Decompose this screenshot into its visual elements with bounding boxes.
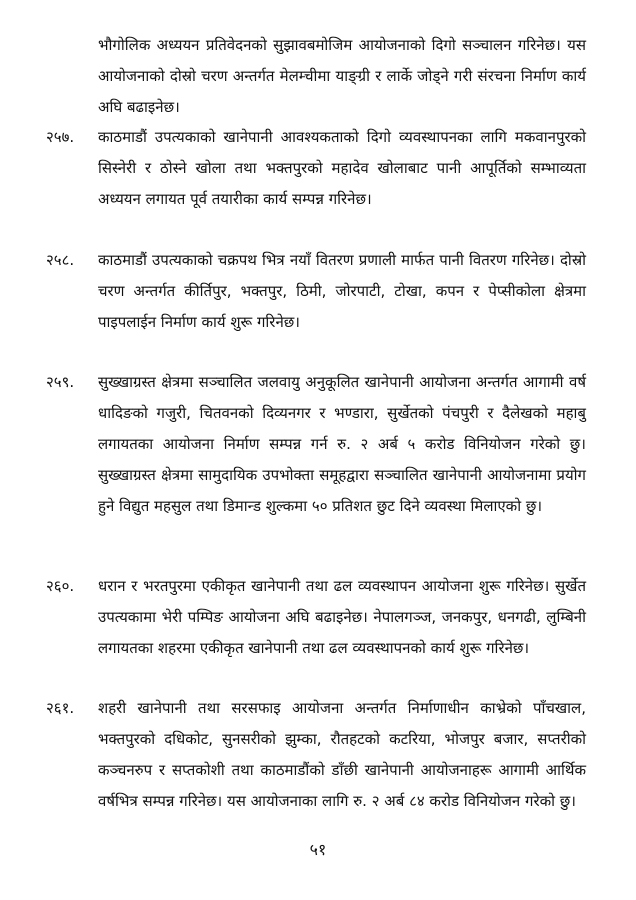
paragraph-257	[46, 122, 586, 215]
paragraph-258	[46, 245, 586, 338]
paragraph-number: २५७.	[46, 128, 75, 146]
paragraph-259	[46, 367, 586, 522]
paragraph-text: धरान र भरतपुरमा एकीकृत खानेपानी तथा ढल व्यवस्थापन आयोजना शुरू गरिनेछ। सुर्खेत उपत्यकामा भेरी पम्पिङ आयोजना अघि बढाइनेछ। नेपालगञ्ज, जनकपुर, धनगढी, लुम्बिनी लगायतका शहरमा एकीकृत खानेपानी तथा ढल व्यवस्थापनको कार्य शुरू गरिनेछ।	[98, 577, 586, 657]
page-number: ५१	[309, 840, 327, 859]
paragraph-number: २६०.	[46, 577, 75, 595]
paragraph-text: सुख्खाग्रस्त क्षेत्रमा सञ्चालित जलवायु अनुकूलित खानेपानी आयोजना अन्तर्गत आगामी वर्ष धादिङको गजुरी, चितवनको दिव्यनगर र भण्डारा, सुर्खेतको पंचपुरी र दैलेखको महाबु लगायतका आयोजना निर्माण सम्पन्न गर्न रु. २ अर्ब ५ करोड विनियोजन गरेको छु। सुख्खाग्रस्त क्षेत्रमा सामुदायिक उपभोक्ता समूहद्वारा सञ्चालित खानेपानी आयोजनामा प्रयोग हुने विद्युत महसुल तथा डिमान्ड शुल्कमा ५० प्रतिशत छुट दिने व्यवस्था मिलाएको छु।	[98, 373, 586, 515]
paragraph-261	[46, 693, 586, 817]
paragraph-number: २६१.	[46, 699, 75, 717]
intro-paragraph: भौगोलिक अध्ययन प्रतिवेदनको सुझावबमोजिम आयोजनाको दिगो सञ्चालन गरिनेछ। यस आयोजनाको दोस्रो चरण अन्तर्गत मेलम्चीमा याङ्ग्री र लार्के जोड्ने गरी संरचना निर्माण कार्य अघि बढाइनेछ।	[98, 36, 586, 116]
paragraph-260	[46, 571, 586, 664]
paragraph-text: शहरी खानेपानी तथा सरसफाइ आयोजना अन्तर्गत निर्माणाधीन काभ्रेको पाँचखाल, भक्तपुरको दधिकोट, सुनसरीको झुम्का, रौतहटको कटरिया, भोजपुर बजार, सप्तरीको कञ्चनरुप र सप्तकोशी तथा काठमाडौंको डाँछी खानेपानी आयोजनाहरू आगामी आर्थिक वर्षभित्र सम्पन्न गरिनेछ। यस आयोजनाका लागि रु. २ अर्ब ८४ करोड विनियोजन गरेको छु।	[98, 699, 586, 810]
paragraph-text: काठमाडौं उपत्यकाको चक्रपथ भित्र नयाँ वितरण प्रणाली मार्फत पानी वितरण गरिनेछ। दोस्रो चरण अन्तर्गत कीर्तिपुर, भक्तपुर, ठिमी, जोरपाटी, टोखा, कपन र पेप्सीकोला क्षेत्रमा पाइपलाईन निर्माण कार्य शुरू गरिनेछ।	[98, 251, 586, 331]
paragraph-number: २५९.	[46, 373, 75, 391]
paragraph-text: काठमाडौं उपत्यकाको खानेपानी आवश्यकताको दिगो व्यवस्थापनका लागि मकवानपुरको सिस्नेरी र ठोस्ने खोला तथा भक्तपुरको महादेव खोलाबाट पानी आपूर्तिको सम्भाव्यता अध्ययन लगायत पूर्व तयारीका कार्य सम्पन्न गरिनेछ।	[98, 128, 586, 208]
paragraph-number: २५८.	[46, 251, 75, 269]
